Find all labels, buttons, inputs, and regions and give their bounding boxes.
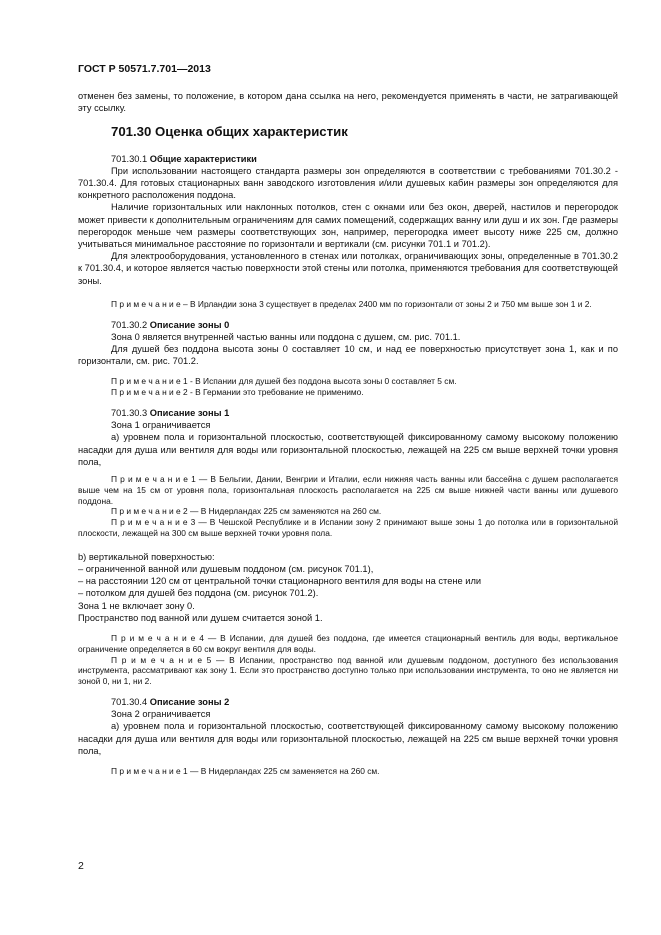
note-label: П р и м е ч а н и е [111,298,181,309]
paragraph: Для электрооборудования, установленного в стенах или потолках, ограничивающих зоны, определенные в 701.30.2 к 701.30.4, и которое является частью поверхности этой стены или потолка, применяются требования для соответствующей зоны. [78,251,618,286]
subsection-heading [78,319,618,331]
note-label: П р и м е ч а н и е 1 [111,376,188,387]
note-text: — В Испании, пространство под ванной или душевым поддоном, доступного без использования инструмента, рассматривают как зону 1. Если это пространство доступно только при использовании инструмента, то оно не является ни зоной 0, ни 1, ни 2. [78,654,618,687]
subsection-title: Общие характеристики [149,153,257,164]
note-text: - В Германии это требование не применимо. [187,387,364,398]
paragraph: b) вертикальной поверхностью: [78,551,215,562]
note-text: — В Бельгии, Дании, Венгрии и Италии, если нижняя часть ванны или бассейна с душем располагается выше чем на 15 см от уровня пола, горизонтальная плоскость располагается на 225 см выше нижней части ванны или душевого поддона. [78,474,619,506]
note-text: — В Нидерландах 225 см заменяются на 260 см. [187,506,382,517]
note-label: П р и м е ч а н и е 1 [111,474,196,485]
note [78,376,618,387]
note-label: П р и м е ч а н и е 5 [111,654,212,665]
intro-paragraph: отменен без замены, то положение, в котором дана ссылка на него, рекомендуется применять в части, не затрагивающей эту ссылку. [78,91,618,114]
paragraph: а) уровнем пола и горизонтальной плоскостью, соответствующей фиксированному самому высокому положению насадки для душа или вентиля для воды или горизонтальной плоскостью, лежащей на 225 см выше верхней точки уровня пола, [78,432,618,467]
note-label: П р и м е ч а н и е 4 [111,633,204,644]
note-text: - В Испании для душей без поддона высота зоны 0 составляет 5 см. [187,376,457,387]
note-text: — В Нидерландах 225 см заменяется на 260 см. [187,766,380,777]
note [78,506,618,517]
note-text: — В Испании, для душей без поддона, где имеется стационарный вентиль для воды, вертикальное ограничение определяется в 60 см вокруг вентиля для воды. [78,633,618,654]
paragraph: Зона 1 не включает зону 0. [78,600,195,611]
list-item: – потолком для душей без поддона (см. рисунок 701.2). [78,588,319,599]
page-number: 2 [78,860,84,872]
subsection-title: Описание зоны 2 [149,697,230,708]
section-title: 701.30 Оценка общих характеристик [111,124,348,140]
note-label: П р и м е ч а н и е 1 [111,766,188,777]
note-label: П р и м е ч а н и е 3 [111,517,196,528]
subsection-number: 701.30.2 [111,319,148,330]
note [78,633,618,655]
note [78,655,618,687]
note-text: – В Ирландии зона 3 существует в пределах 2400 мм по горизонтали от зоны 2 и 750 мм выше зон 1 и 2. [180,298,592,309]
paragraph: а) уровнем пола и горизонтальной плоскостью, соответствующей фиксированному самому высокому положению насадки для душа или вентиля для воды или горизонтальной плоскостью, лежащей на 225 см выше верхней точки уровня пола, [78,721,618,756]
document-header: ГОСТ Р 50571.7.701—2013 [78,63,211,75]
paragraph: При использовании настоящего стандарта размеры зон определяются в соответствии с требованиями 701.30.2 - 701.30.4. Для готовых стационарных ванн заводского изготовления и/или душевых кабин размеры зон определяются для конкретного расположения поддона. [78,165,618,201]
subsection-heading [78,696,618,708]
list-item: – на расстоянии 120 см от центральной точки стационарного вентиля для воды на стене или [78,576,482,587]
note [78,299,618,310]
note [78,766,618,777]
document-body [78,90,618,777]
subsection-heading [78,407,618,419]
note [78,387,618,398]
paragraph: Для душей без поддона высота зоны 0 составляет 10 см, и над ее поверхностью присутствует зона 1, как и по горизонтали, см. рис. 701.2. [78,344,618,367]
subsection-title: Описание зоны 1 [149,408,230,419]
subsection-number: 701.30.3 [111,408,148,419]
note-label: П р и м е ч а н и е 2 [111,506,188,517]
subsection-number: 701.30.4 [111,697,148,708]
list-item: – ограниченной ванной или душевым поддоном (см. рисунок 701.1), [78,564,374,575]
note-text: — В Чешской Республике и в Испании зону 2 принимают выше зоны 1 до потолка или в горизонтальной плоскости, лежащей на 300 см выше верхней точки уровня пола. [78,517,618,539]
paragraph: Зона 2 ограничивается [111,709,211,720]
subsection-title: Описание зоны 0 [149,319,230,330]
note [78,474,618,506]
paragraph: Наличие горизонтальных или наклонных потолков, стен с окнами или без окон, дверей, настилов и перегородок может привести к дополнительным ограничениям для самих помещений, содержащих ванну или душ и их зон. Где размеры перегородок меньше чем размеры соответствующих зон, например, перегородка имеет высоту ниже 225 см, должно учитываться минимальное расстояние по горизонтали и вертикали (см. рисунки 701.1 и 701.2). [78,202,618,250]
paragraph: Зона 1 ограничивается [111,420,211,431]
note [78,517,618,539]
subsection-number: 701.30.1 [111,153,148,164]
note-label: П р и м е ч а н и е 2 [111,387,188,398]
subsection-heading [78,153,618,165]
paragraph: Пространство под ванной или душем считается зоной 1. [78,612,323,623]
paragraph: Зона 0 является внутренней частью ванны или поддона с душем, см. рис. 701.1. [111,331,461,342]
